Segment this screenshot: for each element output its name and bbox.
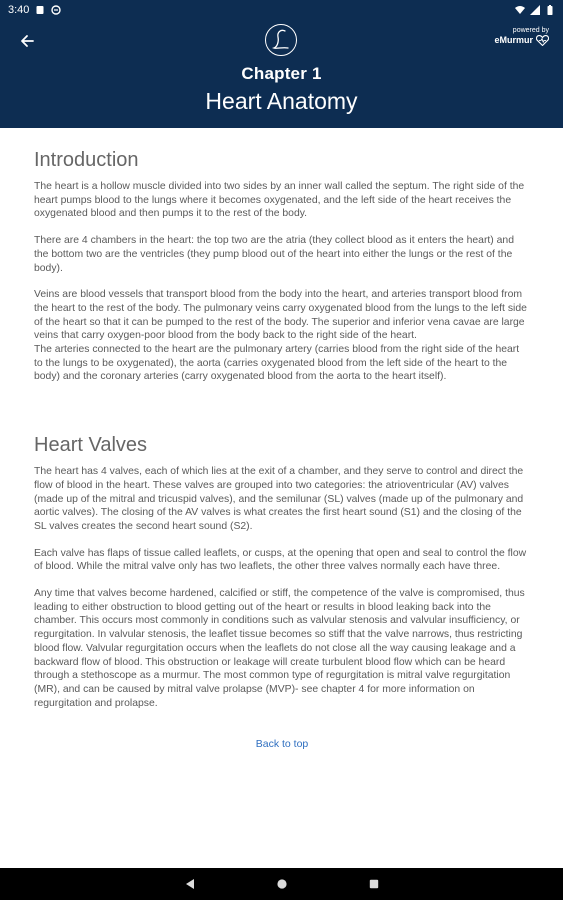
paragraph: Each valve has flaps of tissue called leaflets, or cusps, at the opening that open and seal to control the flow of blood. While the mitral valve only has two leaflets, the other three valves normally each have three. bbox=[34, 547, 527, 573]
back-button[interactable] bbox=[14, 30, 40, 52]
powered-by bbox=[494, 26, 549, 46]
status-time: 3:40 bbox=[8, 4, 30, 16]
page-title: Heart Anatomy bbox=[205, 88, 358, 114]
status-right bbox=[515, 5, 555, 15]
nav-back-button[interactable] bbox=[183, 877, 197, 891]
nav-recents-button[interactable] bbox=[367, 877, 381, 891]
system-nav-bar bbox=[0, 868, 563, 900]
powered-by-brand bbox=[494, 35, 549, 46]
sync-icon bbox=[51, 5, 61, 15]
section-heading-heart-valves: Heart Valves bbox=[34, 434, 148, 457]
paragraph: Veins are blood vessels that transport blood from the body into the heart, and arteries transport blood from the heart to the rest of the body. The pulmonary veins carry oxygenated blood from the lungs to the left side of the heart so that it can be pumped to the rest of the body. The superior and inferior vena cavae are large veins that carry oxygen-poor blood from the body back to the right side of the heart. bbox=[34, 289, 527, 342]
littmann-l-icon bbox=[264, 23, 298, 57]
chapter-label: Chapter 1 bbox=[241, 64, 322, 83]
heart-icon bbox=[536, 35, 549, 46]
section-heading-introduction: Introduction bbox=[34, 149, 139, 171]
powered-by-label: powered by bbox=[512, 27, 549, 34]
app-header bbox=[0, 20, 563, 128]
paragraph: The arteries connected to the heart are the pulmonary artery (carries blood from the right side of the heart to the lungs to be oxygenated), the aorta (carries oxygenated blood from the left side of the heart to the body) and the coronary arteries (carry oxygenated blood from the aorta to the heart itself). bbox=[34, 344, 520, 383]
nav-home-button[interactable] bbox=[275, 877, 289, 891]
back-to-top-link[interactable]: Back to top bbox=[255, 738, 309, 751]
powered-by-brand-name: eMurmur bbox=[494, 35, 533, 45]
notification-icon bbox=[35, 5, 45, 15]
circle-home-icon bbox=[276, 878, 288, 890]
signal-icon bbox=[530, 5, 540, 15]
triangle-back-icon bbox=[184, 878, 196, 890]
paragraph: The heart has 4 valves, each of which lies at the exit of a chamber, and they serve to control and direct the flow of blood in the heart. These valves are grouped into two categories: the atrioventricular (AV) valves (made up of the mitral and tricuspid valves), and the semilunar (SL) valves (made up of the pulmonary and aortic valves). The closing of the AV valves is what creates the first heart sound (S1) and the closing of the SL valves creates the second heart sound (S2). bbox=[34, 466, 524, 532]
article-content bbox=[34, 148, 530, 752]
section-spacer bbox=[34, 397, 530, 433]
status-left bbox=[8, 4, 61, 16]
arrow-left-icon bbox=[20, 34, 34, 48]
paragraph: There are 4 chambers in the heart: the top two are the atria (they collect blood as it enters the heart) and the bottom two are the ventricles (they pump blood out of the heart into either the lungs or the rest of the body). bbox=[34, 235, 514, 274]
status-bar bbox=[0, 0, 563, 20]
paragraph: The heart is a hollow muscle divided into two sides by an inner wall called the septum. The right side of the heart pumps blood to the lungs where it becomes oxygenated, and the left side of the heart receives the oxygenated blood and then pumps it to the rest of the body. bbox=[34, 181, 525, 220]
wifi-icon bbox=[515, 5, 525, 15]
paragraph: Any time that valves become hardened, calcified or stiff, the competence of the valve is compromised, thus leading to either obstruction to blood getting out of the heart or results in blood leaking back into the chamber. This occurs most commonly in conditions such as valvular stenosis and valvular insufficiency, or regurgitation. In valvular stenosis, the leaflet tissue becomes so stiff that the valve narrows, thus restricting blood flow. Valvular regurgitation occurs when the leaflets do not close all the way causing leakage and a backward flow of blood. This obstruction or leakage will create turbulent blood flow which can be heard through a stethoscope as a murmur. The most common type of regurgitation is mitral valve regurgitation (MR), and can be caused by mitral valve prolapse (MVP)- see chapter 4 for more information on regurgitation and prolapse. bbox=[34, 588, 525, 709]
square-recents-icon bbox=[368, 878, 380, 890]
battery-icon bbox=[545, 5, 555, 15]
